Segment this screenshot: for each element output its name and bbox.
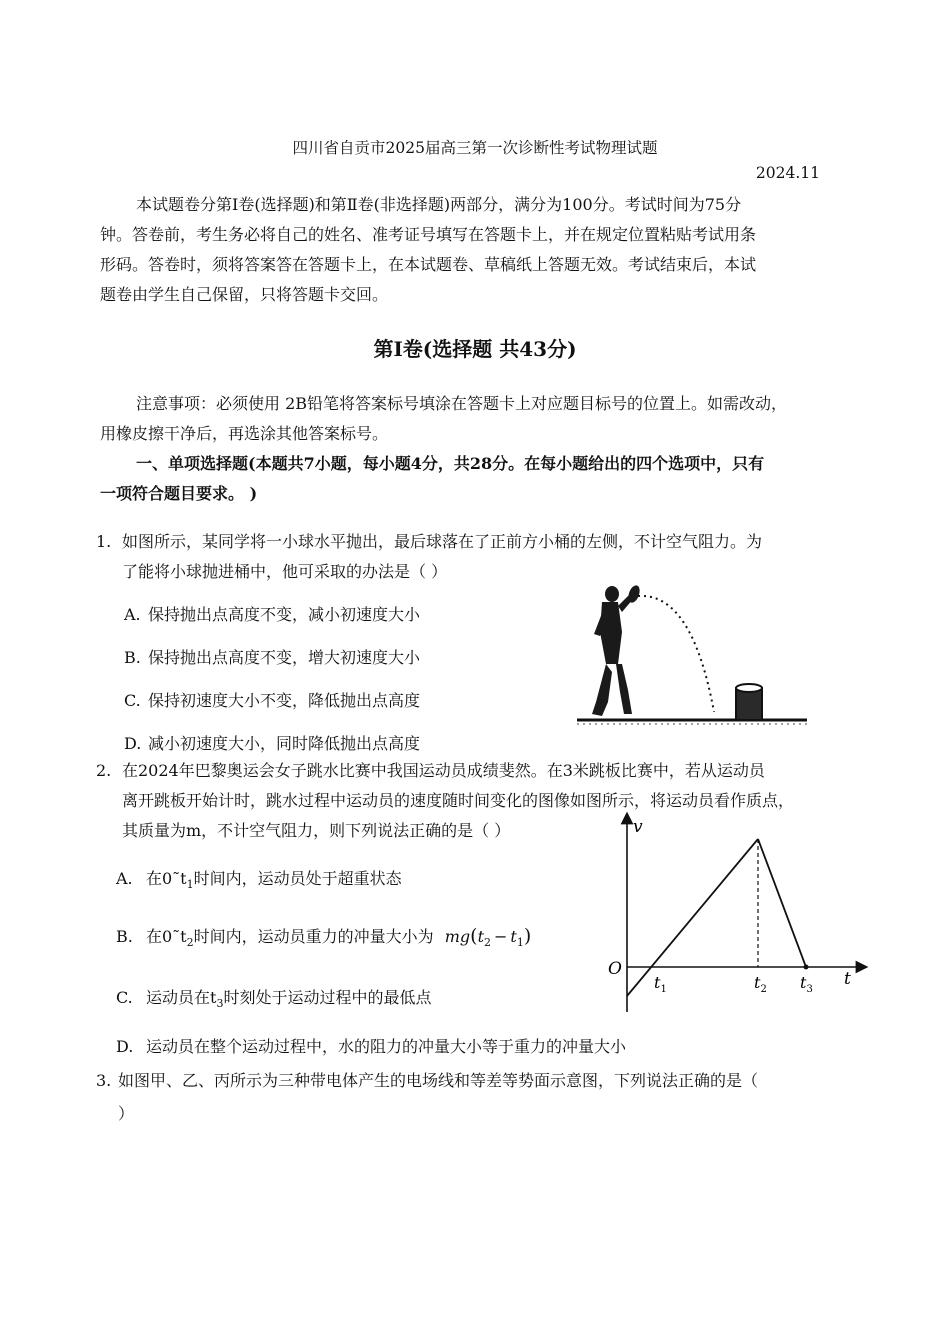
q2-option-d-label: D. [116, 1037, 134, 1056]
q2-option-c-pre: 运动员在t [146, 988, 217, 1007]
page-title: 四川省自贡市2025届高三第一次诊断性考试物理试题 [292, 139, 658, 157]
q1-option-a-text: 保持抛出点高度不变，减小初速度大小 [148, 605, 421, 624]
formula-minus: − [494, 927, 508, 946]
intro-line-2: 钟。答卷前，考生务必将自己的姓名、准考证号填写在答题卡上，并在规定位置粘贴考试用条 [100, 225, 757, 244]
person-figure [592, 584, 642, 716]
formula-t2-sub: 2 [484, 936, 492, 950]
q1-number: 1. [96, 532, 112, 551]
t3-subscript: 3 [806, 984, 813, 995]
q1-option-c-text: 保持初速度大小不变，降低抛出点高度 [148, 691, 421, 710]
q2-option-a-post: 时间内，运动员处于超重状态 [193, 869, 402, 888]
notice-line-1: 注意事项：必须使用 2B铅笔将答案标号填涂在答题卡上对应题目标号的位置上。如需改动， [136, 394, 788, 413]
t3-point [804, 965, 809, 970]
t3-label [800, 973, 813, 995]
q1-option-c[interactable] [124, 688, 420, 711]
falling-segment [758, 839, 806, 967]
ball-trajectory [638, 596, 714, 712]
q3-stem-line-1: 如图甲、乙、丙所示为三种带电体产生的电场线和等差等势面示意图，下列说法正确的是（ [118, 1071, 759, 1090]
t3-letter: t [800, 973, 807, 992]
bucket [736, 684, 762, 720]
q2-stem-line-3: 其质量为m，不计空气阻力，则下列说法正确的是（ ） [122, 821, 511, 840]
t1-subscript: 1 [660, 984, 667, 995]
q1-option-d[interactable] [124, 731, 420, 754]
t2-subscript: 2 [760, 984, 767, 995]
q1-option-b-label: B. [124, 648, 141, 667]
q2-option-a-label: A. [116, 869, 133, 888]
q1-option-c-label: C. [124, 691, 141, 710]
section-heading: 第Ⅰ卷(选择题 共43分) [373, 337, 577, 361]
q2-option-a[interactable] [116, 866, 402, 891]
formula-mg: mg [444, 927, 471, 946]
t2-letter: t [754, 973, 761, 992]
q1-stem-line-2: 了能将小球抛进桶中，他可采取的办法是（ ） [122, 562, 448, 581]
q2-stem-line-1: 在2024年巴黎奥运会女子跳水比赛中我国运动员成绩斐然。在3米跳板比赛中，若从运动员 [122, 761, 765, 780]
q1-option-a[interactable] [124, 602, 420, 625]
q2-option-b-pre: 在0˜t [146, 927, 187, 946]
q1-stem-line-1: 如图所示，某同学将一小球水平抛出，最后球落在了正前方小桶的左侧，不计空气阻力。为 [122, 532, 763, 551]
rising-segment [627, 839, 758, 996]
q2-option-d-text: 运动员在整个运动过程中，水的阻力的冲量大小等于重力的冲量大小 [146, 1037, 627, 1056]
intro-line-3: 形码。答卷时，须将答案答在答题卡上，在本试题卷、草稿纸上答题无效。考试结束后，本试 [100, 255, 757, 274]
q1-option-d-text: 减小初速度大小，同时降低抛出点高度 [148, 734, 421, 753]
q2-option-b-label: B. [116, 927, 133, 946]
formula-t1-sub: 1 [516, 936, 524, 950]
formula-t2: t [477, 927, 485, 946]
q2-option-d[interactable] [116, 1034, 626, 1057]
t1-label [654, 973, 667, 995]
q3-stem-line-2: ） [118, 1104, 135, 1123]
notice-line-2: 用橡皮擦干净后，再选涂其他答案标号。 [100, 424, 389, 443]
q2-option-b-sub: 2 [186, 936, 194, 950]
q1-option-b[interactable] [124, 645, 420, 668]
q2-option-c-sub: 3 [216, 997, 224, 1011]
intro-line-4: 题卷由学生自己保留，只将答题卡交回。 [100, 285, 389, 304]
intro-line-1: 本试题卷分第Ⅰ卷(选择题)和第Ⅱ卷(非选择题)两部分，满分为100分。考试时间为75分 [136, 195, 742, 214]
q2-option-b[interactable] [116, 924, 531, 949]
q2-stem-line-2: 离开跳板开始计时，跳水过程中运动员的速度随时间变化的图像如图所示，将运动员看作质点， [122, 791, 795, 810]
q1-option-d-label: D. [124, 734, 142, 753]
q2-option-a-sub: 1 [186, 878, 194, 892]
formula-t1: t [510, 927, 517, 946]
q2-option-c-post: 时刻处于运动过程中的最低点 [223, 988, 432, 1007]
q2-vt-graph [600, 812, 870, 1017]
q1-throw-illustration [572, 572, 812, 732]
q2-option-c-label: C. [116, 988, 133, 1007]
q3-number: 3. [96, 1071, 112, 1090]
q2-number: 2. [96, 761, 112, 780]
q2-option-a-pre: 在0˜t [146, 869, 187, 888]
t-axis-label: t [844, 969, 851, 989]
q2-option-b-formula: $mg(t_2 - t_1)$ [444, 925, 532, 950]
part-heading-line-1: 一、单项选择题(本题共7小题，每小题4分，共28分。在每小题给出的四个选项中，只有 [136, 454, 765, 473]
origin-label: O [608, 959, 622, 979]
q1-option-a-label: A. [124, 605, 141, 624]
exam-date: 2024.11 [755, 164, 820, 182]
t2-label [754, 973, 767, 995]
q2-option-c[interactable] [116, 985, 431, 1010]
q1-option-b-text: 保持抛出点高度不变，增大初速度大小 [148, 648, 421, 667]
t1-letter: t [654, 973, 661, 992]
part-heading-line-2: 一项符合题目要求。 ) [100, 484, 258, 503]
v-axis-label: v [633, 817, 643, 837]
q2-option-b-post: 时间内，运动员重力的冲量大小为 [193, 927, 434, 946]
